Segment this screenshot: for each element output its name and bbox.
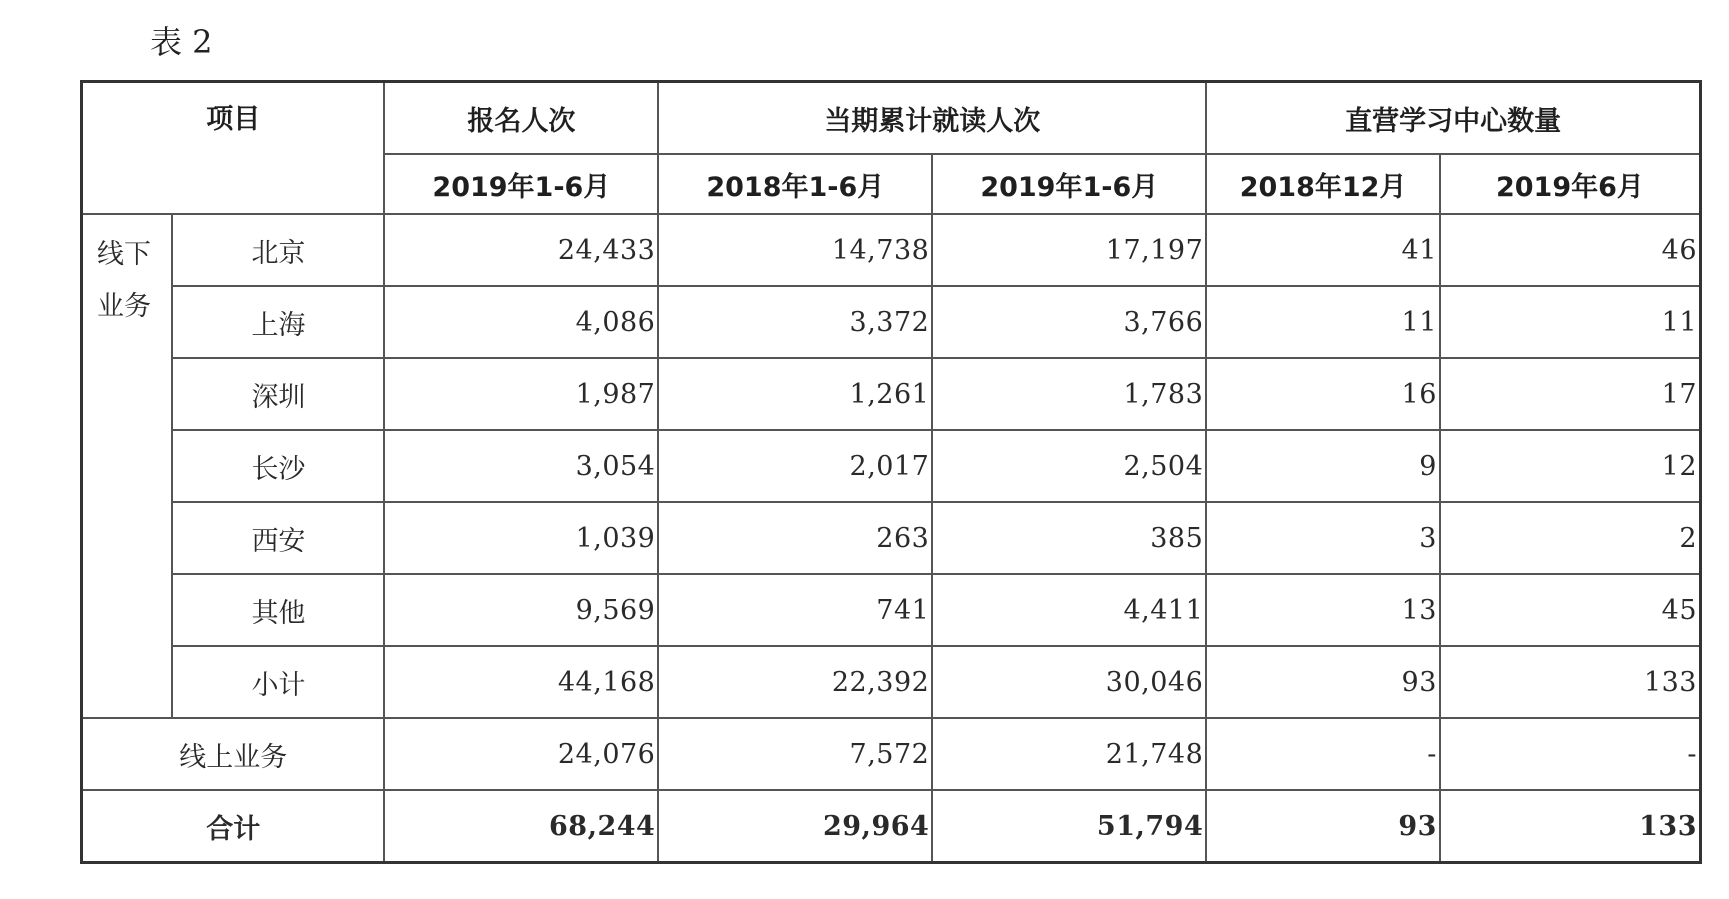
table-row-subtotal (82, 646, 1701, 718)
cell-value: 3 (1206, 502, 1440, 574)
cell-value: 9,569 (384, 574, 658, 646)
row-name: 小计 (172, 646, 384, 718)
cell-value: 93 (1206, 790, 1440, 863)
cell-value: 11 (1440, 286, 1701, 358)
cell-value: 30,046 (932, 646, 1206, 718)
cell-value: 1,261 (658, 358, 932, 430)
cell-value: 4,086 (384, 286, 658, 358)
row-name: 其他 (172, 574, 384, 646)
row-name: 线上业务 (82, 718, 385, 790)
subheader-centers-2018dec: 2018年12月 (1206, 154, 1440, 214)
cell-value: 9 (1206, 430, 1440, 502)
table-row-online (82, 718, 1701, 790)
cell-value: 22,392 (658, 646, 932, 718)
cell-value: 2,504 (932, 430, 1206, 502)
offline-group-label: 线下业务 (82, 214, 173, 718)
cell-value: 3,372 (658, 286, 932, 358)
data-table (80, 80, 1702, 864)
table-row-total (82, 790, 1701, 863)
cell-value: 17 (1440, 358, 1701, 430)
cell-value: - (1440, 718, 1701, 790)
cell-value: 2,017 (658, 430, 932, 502)
row-name: 西安 (172, 502, 384, 574)
cell-value: 1,987 (384, 358, 658, 430)
header-enroll: 报名人次 (384, 82, 658, 155)
cell-value: 14,738 (658, 214, 932, 286)
cell-value: 133 (1440, 646, 1701, 718)
row-name: 深圳 (172, 358, 384, 430)
cell-value: 29,964 (658, 790, 932, 863)
subheader-cumulative-2018h1: 2018年1-6月 (658, 154, 932, 214)
table-row (82, 430, 1701, 502)
row-name: 上海 (172, 286, 384, 358)
table-row (82, 574, 1701, 646)
cell-value: - (1206, 718, 1440, 790)
table-caption: 表 2 (150, 23, 213, 61)
subheader-centers-2019jun: 2019年6月 (1440, 154, 1701, 214)
row-name: 北京 (172, 214, 384, 286)
cell-value: 1,783 (932, 358, 1206, 430)
cell-value: 13 (1206, 574, 1440, 646)
table-row (82, 214, 1701, 286)
cell-value: 3,766 (932, 286, 1206, 358)
cell-value: 21,748 (932, 718, 1206, 790)
row-name: 长沙 (172, 430, 384, 502)
table-row (82, 358, 1701, 430)
cell-value: 3,054 (384, 430, 658, 502)
cell-value: 45 (1440, 574, 1701, 646)
cell-value: 51,794 (932, 790, 1206, 863)
cell-value: 7,572 (658, 718, 932, 790)
subheader-enroll-2019h1: 2019年1-6月 (384, 154, 658, 214)
cell-value: 1,039 (384, 502, 658, 574)
cell-value: 12 (1440, 430, 1701, 502)
row-name: 合计 (82, 790, 385, 863)
cell-value: 11 (1206, 286, 1440, 358)
cell-value: 4,411 (932, 574, 1206, 646)
cell-value: 41 (1206, 214, 1440, 286)
cell-value: 133 (1440, 790, 1701, 863)
cell-value: 24,433 (384, 214, 658, 286)
header-centers: 直营学习中心数量 (1206, 82, 1700, 155)
cell-value: 68,244 (384, 790, 658, 863)
cell-value: 385 (932, 502, 1206, 574)
cell-value: 16 (1206, 358, 1440, 430)
header-cumulative: 当期累计就读人次 (658, 82, 1206, 155)
cell-value: 93 (1206, 646, 1440, 718)
table-row (82, 286, 1701, 358)
subheader-cumulative-2019h1: 2019年1-6月 (932, 154, 1206, 214)
cell-value: 263 (658, 502, 932, 574)
header-item: 项目 (82, 82, 385, 215)
cell-value: 17,197 (932, 214, 1206, 286)
cell-value: 24,076 (384, 718, 658, 790)
cell-value: 46 (1440, 214, 1701, 286)
table-row (82, 502, 1701, 574)
cell-value: 44,168 (384, 646, 658, 718)
cell-value: 741 (658, 574, 932, 646)
header-row-1 (82, 82, 1701, 155)
cell-value: 2 (1440, 502, 1701, 574)
